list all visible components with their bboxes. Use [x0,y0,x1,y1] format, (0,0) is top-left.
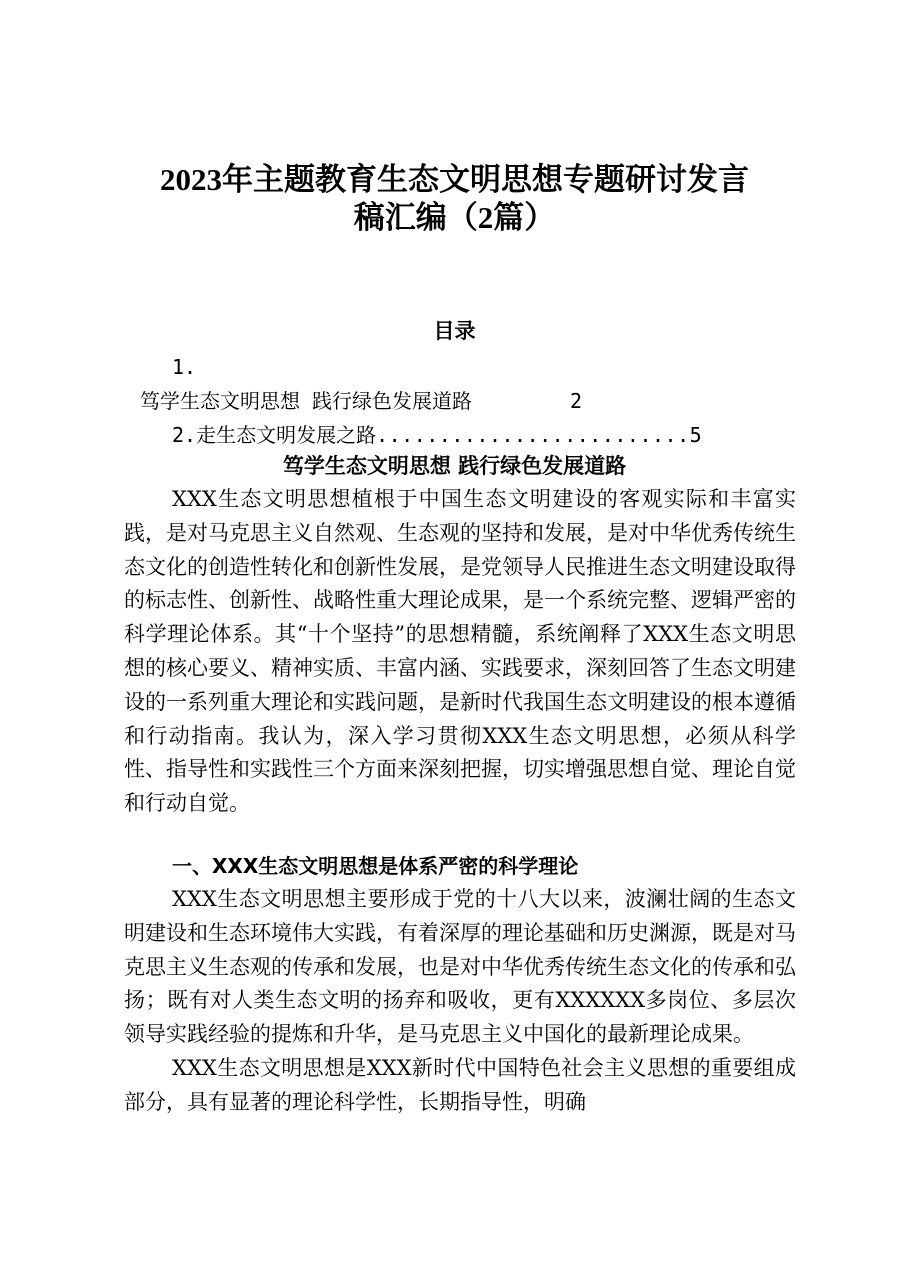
toc-item-2-page: 5 [689,423,702,447]
toc-item-2[interactable] [172,421,702,449]
toc-item-2-number: 2. [172,423,197,447]
toc-heading: 目录 [433,318,476,343]
document-title-line-1: 2023年主题教育生态文明思想专题研讨发言 [160,162,749,197]
toc-item-1-page: 2 [570,389,583,413]
toc-item-1-number: 1. [172,355,197,379]
toc-item-1-title[interactable]: 笃学生态文明思想 践行绿色发展道路 [140,389,473,413]
article-title: 笃学生态文明思想 践行绿色发展道路 [282,453,627,478]
body-paragraph-1: XXX生态文明思想植根于中国生态文明建设的客观实际和丰富实践，是对马克思主义自然观、生态观的坚持和发展，是对中华优秀传统生态文化的创造性转化和创新性发展，是党领导人民推进生态文明建设取得的标志性、创新性、战略性重大理论成果，是一个系统完整、逻辑严密的科学理论体系。其“十个坚持”的思想精髓，系统阐释了XXX生态文明思想的核心要义、精神实质、丰富内涵、实践要求，深刻回答了生态文明建设的一系列重大理论和实践问题，是新时代我国生态文明建设的根本遵循和行动指南。我认为，深入学习贯彻XXX生态文明思想，必须从科学性、指导性和实践性三个方面来深刻把握，切实增强思想自觉、理论自觉和行动自觉。 [124,487,796,816]
toc-item-2-leader: ......................... [376,423,690,447]
document-title-line-2: 稿汇编（2篇） [353,200,556,235]
section-heading: 一、XXX生态文明思想是体系严密的科学理论 [172,854,579,878]
body-paragraph-2: XXX生态文明思想主要形成于党的十八大以来，波澜壮阔的生态文明建设和生态环境伟大实践，有着深厚的理论基础和历史渊源，既是对马克思主义生态观的传承和发展，也是对中华优秀传统生态文化的传承和弘扬；既有对人类生态文明的扬弃和吸收，更有XXXXXX多岗位、多层次领导实践经验的提炼和升华，是马克思主义中国化的最新理论成果。 [124,887,796,1047]
toc-item-2-title: 走生态文明发展之路 [196,423,377,447]
body-paragraph-3: XXX生态文明思想是XXX新时代中国特色社会主义思想的重要组成部分，具有显著的理论科学性，长期指导性，明确 [124,1056,796,1114]
